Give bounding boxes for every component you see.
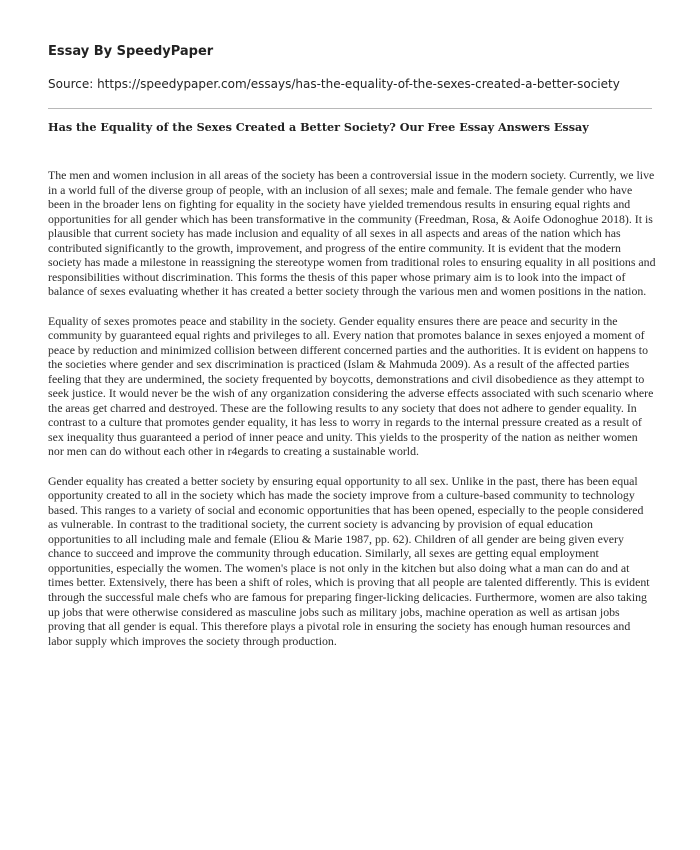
essay-paragraph: Equality of sexes promotes peace and stability in the society. Gender equality ensures there are peace and security in the community by guaranteed equal rights and privileges to all. Every nation that promotes balance in sexes enjoyed a moment of peace by reduction and minimized collision between different concerned parties and the authorities. It is evident on happens to the societies where gender and sex discrimination is practiced (Islam & Mahmuda 2009). As a result of the affected parties feeling that they are undermined, the society frequented by boycotts, demonstrations and civil disobedience as they attempt to seek justice. It would never be the wish of any organization considering the adverse effects associated with such scenario where the areas get charred and destroyed. These are the following results to any society that does not adhere to gender equality. In contrast to a culture that promotes gender equality, it has less to worry in regards to the internal pressure created as a result of sex inequality thus guaranteed a period of inner peace and unity. This yields to the prosperity of the nation as neither women nor men can do without each other in r4egards to creating a sustainable world. <box>48 313 654 459</box>
essay-title: Has the Equality of the Sexes Created a Better Society? Our Free Essay Answers Essay <box>48 120 589 134</box>
header-divider <box>48 108 652 109</box>
essay-paragraph: The men and women inclusion in all areas of the society has been a controversial issue in the modern society. Currently, we live in a world full of the diverse group of people, with an inclusion of all sexes; male and female. The female gender who have been in the broader lens on fighting for equality in the society have yielded tremendous results in ensuring equal rights and opportunities for all gender which has been transformative in the community (Freedman, Rosa, & Aoife Odonoghue 2018). It is plausible that current society has made inclusion and equality of all sexes in all aspects and areas of the nation which has contributed significantly to the growth, improvement, and progress of the entire community. It is evident that the modern society has made a milestone in reassigning the stereotype women from traditional roles to ensuring equality in all positions and responsibilities without discrimination. This forms the thesis of this paper whose primary aim is to look into the impact of balance of sexes evaluating whether it has created a better society through the various men and women positions in the nation. <box>48 168 656 299</box>
essay-body <box>48 168 656 663</box>
essay-paragraph: Gender equality has created a better society by ensuring equal opportunity to all sex. Unlike in the past, there has been equal opportunity created to all in the society which has made the society improve from a culture-based community to technology based. This ranges to a variety of social and economic opportunities that has been opened, especially to the people considered as vulnerable. In contrast to the traditional society, the current society is advancing by provision of equal education opportunities to all including male and female (Eliou & Marie 1987, pp. 62). Children of all gender are being given every chance to succeed and improve the community through education. Similarly, all sexes are getting equal employment opportunities, especially the women. The women's place is not only in the kitchen but also doing what a man can do and at times better. Extensively, there has been a shift of roles, which is proving that all people are talented differently. This is evident through the successful male chefs who are famous for preparing finger-licking delicacies. Furthermore, women are also taking up jobs that were otherwise considered as masculine jobs such as military jobs, machine operation as well as artisan jobs proving that all gender is equal. This therefore plays a pivotal role in ensuring the society has enough human resources and labor supply which improves the society through production. <box>48 473 650 648</box>
source-line: Source: https://speedypaper.com/essays/has-the-equality-of-the-sexes-created-a-better-society <box>48 77 620 91</box>
document-brand: Essay By SpeedyPaper <box>48 44 214 59</box>
